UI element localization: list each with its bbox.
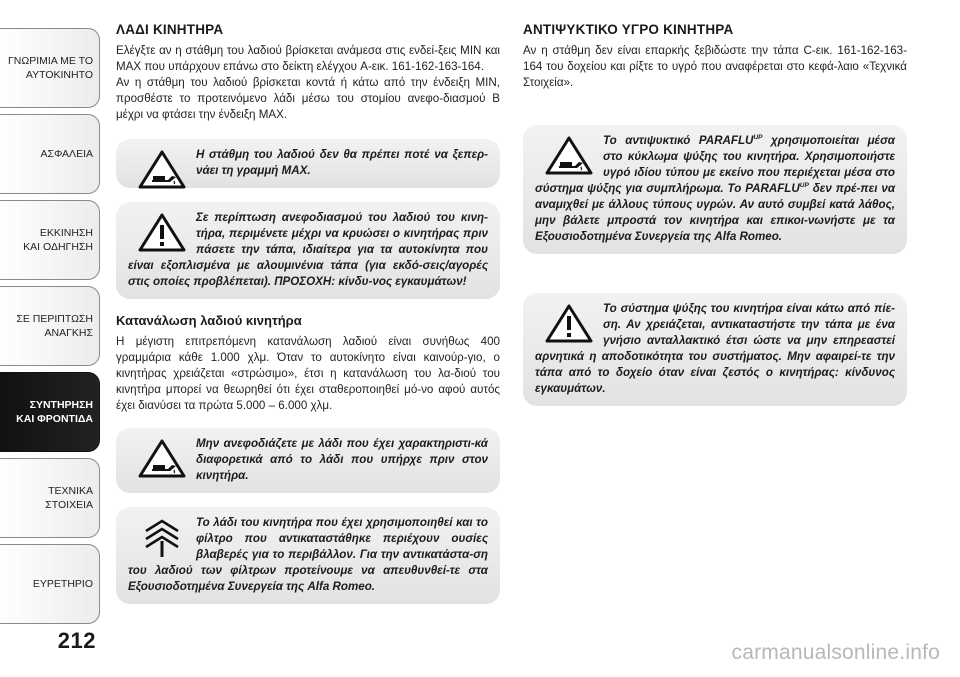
environment-icon (138, 517, 186, 557)
section-title-engine-oil: ΛΑΔΙ ΚΙΝΗΤΗΡΑ (116, 22, 224, 37)
paraflu-superscript: UP (753, 134, 763, 142)
note-paraflu-text-c: δεν πρέ-πει να αναμιχθεί με άλλους τύπους υγρών. Αν αυτό συμβεί κατά λάθος, μην βάλετε μπροστά τον κινητήρα και επικοι-νωνήστε με τα Εξουσιοδοτημένα Συνεργεία της Alfa Romeo. (535, 181, 896, 243)
tab-starting-driving[interactable]: ΕΚΚΙΝΗΣΗ ΚΑΙ ΟΔΗΓΗΣΗ (0, 200, 100, 280)
paragraph-oil-topup: Αν η στάθμη του λαδιού βρίσκεται κοντά ή κάτω από την ένδειξη MIN, προσθέστε το προτεινόμενο λάδι μέσω του στομίου ανεφο-διασμού B μέχρι να φτάσει την ένδειξη MAX. (116, 75, 500, 121)
paraflu-superscript: UP (799, 182, 809, 190)
section-title-coolant: ΑΝΤΙΨΥΚΤΙΚΟ ΥΓΡΟ ΚΙΝΗΤΗΡΑ (523, 22, 734, 37)
oil-can-icon (545, 135, 593, 175)
tab-technical-data[interactable]: ΤΕΧΝΙΚΑ ΣΤΟΙΧΕΙΑ (0, 458, 100, 538)
tab-getting-to-know[interactable]: ΓΝΩΡΙΜΙΑ ΜΕ ΤΟ ΑΥΤΟΚΙΝΗΤΟ (0, 28, 100, 108)
left-column (116, 22, 500, 604)
paragraph-oil-consumption: Η μέγιστη επιτρεπόμενη κατανάλωση λαδιού είναι συνήθως 400 γραμμάρια κάθε 1.000 χλμ. Όταν το αυτοκίνητο είναι καινούρ-γιο, ο κινητήρας χρειάζεται «στρώσιμο», έτσι η κατανάλωση του λα-διού του κινητήρα μπορεί να θεωρηθεί ότι έχει σταθεροποιηθεί μό-νο αφού αυτός έχει διανύσει τα πρώτα 5.000 – 6.000 χλμ. (116, 334, 500, 412)
tab-emergency[interactable]: ΣΕ ΠΕΡΙΠΤΩΣΗ ΑΝΑΓΚΗΣ (0, 286, 100, 366)
warning-cooling-pressure (523, 293, 907, 406)
paragraph-oil-check: Ελέγξτε αν η στάθμη του λαδιού βρίσκεται ανάμεσα στις ενδεί-ξεις MIN και MAX που υπάρχουν επάνω στο δείκτη ελέγχου A-εικ. 161-162-163-164. (116, 44, 500, 73)
tab-safety[interactable]: ΑΣΦΑΛΕΙΑ (0, 114, 100, 194)
note-environment-disposal (116, 507, 500, 604)
warning-oil-refill-hot-text: Σε περίπτωση ανεφοδιασμού του λαδιού του κινη-τήρα, περιμένετε μέχρι να κρυώσει ο κινητήρας πριν πάσετε την τάπα, ιδιαίτερα για τα αυτοκίνητα που είναι εξοπλισμένα με αλουμινένια τάπα (για εκδό-σεις/αγορές στις οποίες προβλέπεται). ΠΡΟΣΟΧΗ: κίνδυ-νος εγκαυμάτων! (128, 210, 488, 288)
page-number: 212 (57, 628, 96, 653)
warning-cooling-pressure-text: Το σύστημα ψύξης του κινητήρα είναι κάτω από πίε-ση. Αν χρειάζεται, αντικαταστήστε την τάπα με ένα γνήσιο ανταλλακτικό έτσι ώστε να μην επηρεαστεί αρνητικά η αποδοτικότητα του συστήματος. Μην αφαιρεί-τε την τάπα από το δοχείο όταν είναι ζεστός ο κινητήρας: κίνδυνος εγκαυμάτων. (535, 301, 895, 395)
right-column (523, 22, 907, 406)
watermark: carmanualsonline.info (731, 641, 940, 664)
subsection-title-oil-consumption: Κατανάλωση λαδιού κινητήρα (116, 312, 302, 328)
note-paraflu-text-b: χρησιμοποιείται μέσα στο κύκλωμα ψύξης του κινητήρα. Χρησιμοποιήστε υγρό ιδίου τύπου με εκείνο που περιέχεται μέσα στο σύστημα ψύξης για συμπλήρωμα. Το PARAFLU (535, 133, 895, 195)
warning-oil-refill-hot (116, 202, 500, 299)
note-oil-type (116, 428, 500, 493)
note-oil-max-level-text: Η στάθμη του λαδιού δεν θα πρέπει ποτέ να ξεπερ-νάει τη γραμμή MAX. (196, 147, 488, 177)
tab-maintenance-active[interactable]: ΣΥΝΤΗΡΗΣΗ ΚΑΙ ΦΡΟΝΤΙΔΑ (0, 372, 100, 452)
note-paraflu-coolant (523, 125, 907, 254)
chapter-tabs (0, 0, 103, 640)
paragraph-coolant-level: Αν η στάθμη δεν είναι επαρκής ξεβιδώστε την τάπα C-εικ. 161-162-163-164 του δοχείου και ρίξτε το υγρό που αναφέρεται στο κεφά-λαιο «Τεχνικά Στοιχεία». (523, 44, 907, 89)
note-environment-disposal-text: Το λάδι του κινητήρα που έχει χρησιμοποιηθεί και το φίλτρο που αντικαταστάθηκε περιέχουν ουσίες βλαβερές για το περιβάλλον. Για την αντικατάστα-ση του λαδιού των φίλτρων προτείνουμε να απευθυνθεί-τε στα Εξουσιοδοτημένα Συνεργεία της Alfa Romeo. (128, 515, 488, 593)
warning-triangle-icon (138, 212, 186, 252)
oil-can-icon (138, 149, 186, 189)
tab-index[interactable]: ΕΥΡΕΤΗΡΙΟ (0, 544, 100, 624)
warning-triangle-icon (545, 303, 593, 343)
note-oil-type-text: Μην ανεφοδιάζετε με λάδι που έχει χαρακτηριστι-κά διαφορετικά από το λάδι που υπήρχε πριν στον κινητήρα. (196, 436, 488, 482)
note-paraflu-text-a: Το αντιψυκτικό PARAFLU (603, 133, 754, 147)
note-oil-max-level (116, 139, 500, 188)
oil-can-icon (138, 438, 186, 478)
